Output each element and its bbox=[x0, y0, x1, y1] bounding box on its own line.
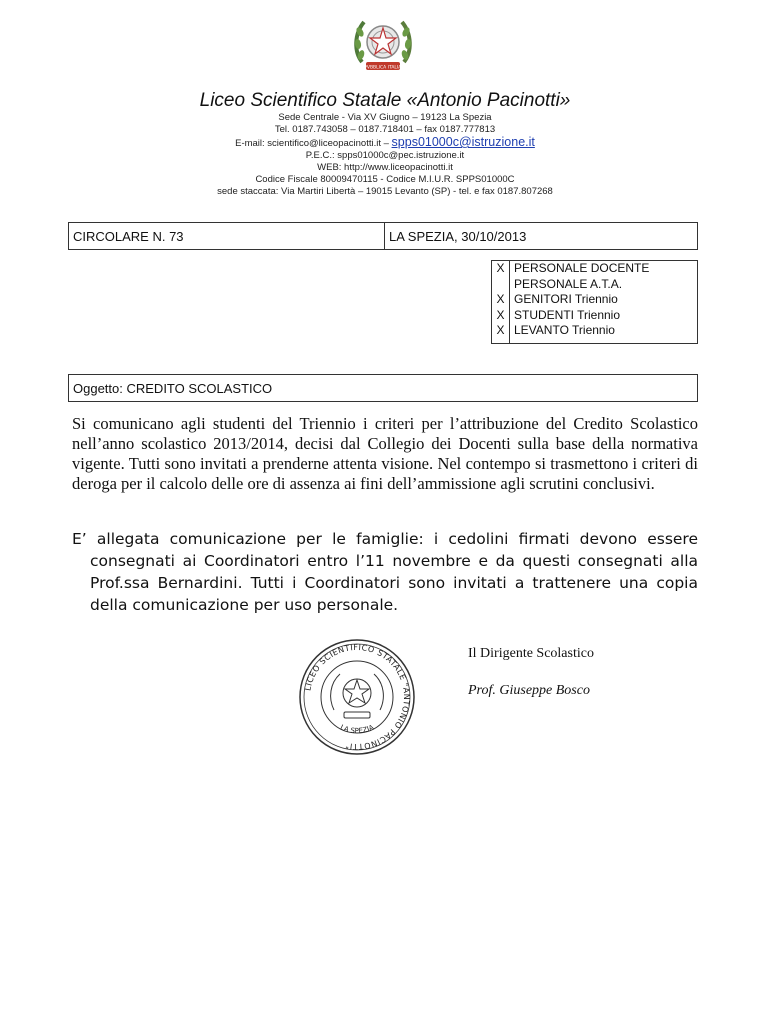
recipients-table-filler bbox=[492, 338, 510, 344]
signature-name: Prof. Giuseppe Bosco bbox=[468, 683, 590, 698]
subject-divider bbox=[68, 401, 698, 402]
recipient-label: PERSONALE A.T.A. bbox=[514, 276, 623, 291]
recipient-label: LEVANTO Triennio bbox=[514, 323, 615, 337]
school-name: Liceo Scientifico Statale «Antonio Pacinotti» bbox=[199, 90, 571, 111]
recipient-label: GENITORI Triennio bbox=[514, 292, 618, 306]
republic-emblem-icon bbox=[352, 14, 414, 76]
recipient-row bbox=[492, 323, 697, 339]
recipient-row bbox=[492, 261, 697, 277]
svg-text:LA SPEZIA bbox=[339, 723, 375, 735]
recipient-row bbox=[492, 277, 697, 293]
institution-email-link[interactable]: spps01000c@istruzione.it bbox=[391, 135, 535, 149]
svg-text:REPVBBLICA ITALIANA: REPVBBLICA ITALIANA bbox=[358, 65, 408, 71]
recipient-row bbox=[492, 292, 697, 308]
school-address: Sede Centrale - Via XV Giugno – 19123 La Spezia bbox=[278, 112, 492, 123]
school-web: WEB: http://www.liceopacinotti.it bbox=[317, 162, 453, 173]
recipient-label: PERSONALE DOCENTE bbox=[514, 261, 650, 275]
signature-title: Il Dirigente Scolastico bbox=[468, 646, 594, 661]
school-email: E-mail: scientifico@liceopacinotti.it – bbox=[235, 138, 389, 149]
school-stamp-icon bbox=[298, 638, 416, 756]
recipient-mark: X bbox=[492, 261, 510, 277]
stamp-ring-text: LICEO SCIENTIFICO STATALE "ANTONIO PACINOTTI" bbox=[303, 642, 412, 752]
recipient-mark: X bbox=[492, 308, 510, 324]
recipient-row bbox=[492, 308, 697, 324]
school-contact-block bbox=[0, 112, 770, 198]
circular-header-table bbox=[68, 222, 698, 250]
recipient-label: STUDENTI Triennio bbox=[514, 307, 621, 322]
school-phone: Tel. 0187.743058 – 0187.718401 – fax 0187.777813 bbox=[274, 124, 496, 135]
body-paragraph-2: E’ allegata comunicazione per le famiglie: i cedolini firmati devono essere consegnati ai Coordinatori entro l’11 novembre e da questi consegnati alla Prof.ssa Bernardini. Tutti i Coordinatori sono invitati a trattenere una copia della comunicazione per uso personale. bbox=[72, 530, 698, 614]
circular-place-date: LA SPEZIA, 30/10/2013 bbox=[389, 228, 527, 244]
school-email-line bbox=[0, 136, 770, 150]
school-branch-address: sede staccata: Via Martiri Libertà – 19015 Levanto (SP) - tel. e fax 0187.807268 bbox=[217, 186, 553, 197]
recipient-mark: X bbox=[492, 323, 510, 339]
circular-number: CIRCOLARE N. 73 bbox=[69, 223, 385, 249]
stamp-bottom-text: LA SPEZIA bbox=[338, 723, 376, 736]
school-pec: P.E.C.: spps01000c@pec.istruzione.it bbox=[305, 150, 465, 161]
recipient-mark: X bbox=[492, 292, 510, 308]
school-fiscal-code: Codice Fiscale 80009470115 - Codice M.I.U.R. SPPS01000C bbox=[255, 174, 515, 185]
recipient-mark bbox=[492, 277, 510, 293]
body-paragraph-1: Si comunicano agli studenti del Triennio i criteri per l’attribuzione del Credito Scolastico nell’anno scolastico 2013/2014, decisi dal Collegio dei Docenti sulla base della normativa vigente. Tutti sono invitati a prenderne attenta visione. Nel contempo si trasmettono i criteri di deroga per il calcolo delle ore di assenza ai fini dell’ammissione agli scrutini conclusivi. bbox=[72, 414, 698, 493]
subject-line: Oggetto: CREDITO SCOLASTICO bbox=[68, 374, 698, 402]
recipients-table bbox=[491, 260, 698, 344]
